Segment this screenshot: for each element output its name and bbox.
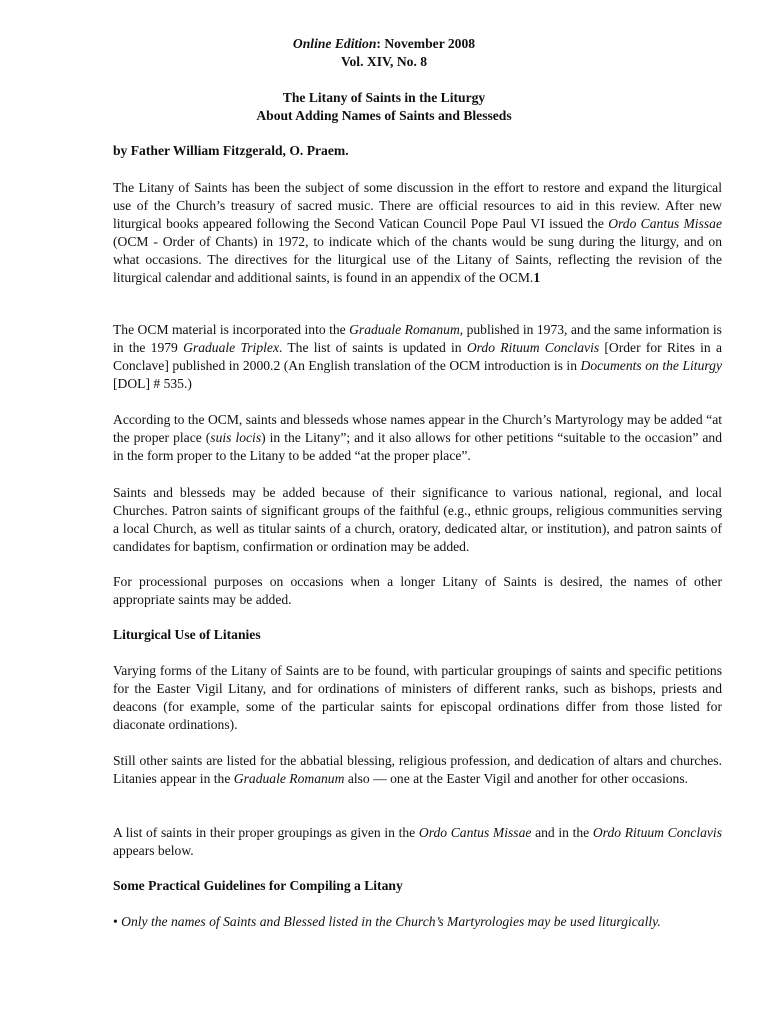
p1-ordo-cantus-missae: Ordo Cantus Missae [608,215,722,231]
p2-text-1: The OCM material is incorporated into the [113,322,350,337]
bullet-text: Only the names of Saints and Blessed listed in the Church’s Martyrologies may be used liturgically. [117,914,661,929]
p2-text-3: . The list of saints is updated in [278,339,467,355]
p8-text-3: appears below. [113,842,194,858]
p2-documents-on-liturgy: Documents on the Liturgy [580,357,722,373]
p7-graduale-romanum: Graduale Romanum [233,770,345,786]
p2-text-4: [Order for Rites in a Conclave] published in 2000.2 (An English translation of the OCM introduction is in [113,339,722,373]
p8-text-2: and in the [531,825,593,840]
edition-date: : November 2008 [376,36,476,51]
masthead-edition [0,35,768,53]
p1-text-1: The Litany of Saints has been the subject of some discussion in the effort to restore and expand the liturgical use of the Church’s treasury of sacred music. There are official resources to aid in this review. After new liturgical books appeared following the Second Vatican Council Pope Paul VI issued the [113,180,722,231]
p2-text-2: , published in 1973, and the same information is in the 1979 [113,322,722,355]
edition-label: Online Edition [292,36,377,51]
p2-ordo-rituum-conclavis: Ordo Rituum Conclavis [466,339,600,355]
paragraph-still-other-saints [113,752,722,788]
article-title-line-2: About Adding Names of Saints and Blesseds [256,108,512,123]
article-title-line-1: The Litany of Saints in the Liturgy [282,90,486,105]
p8-text-1: A list of saints in their proper groupings as given in the [113,825,419,840]
p2-graduale-romanum: Graduale Romanum [349,322,460,337]
p3-text-1: According to the OCM, saints and blesseds whose names appear in the Church’s Martyrology may be added “at the proper place ( [113,412,722,445]
p3-text-2: ) in the Litany”; and it also allows for other petitions “suitable to the occasion” and in the form proper to the Litany to be added “at the proper place”. [113,429,722,463]
p1-text-2: (OCM - Order of Chants) in 1972, to indicate which of the chants would be sung during the liturgy, and on what occasions. The directives for the liturgical use of the Litany of Saints, reflecting the revision of the liturgical calendar and additional saints, is found in an appendix of the OCM. [113,233,722,285]
paragraph-list-of-saints [113,824,722,860]
p2-text-5: [DOL] # 535.) [113,375,192,391]
footnote-ref-1: 1 [533,269,541,285]
p7-text-1: Still other saints are listed for the abbatial blessing, religious profession, and dedication of altars and churches. Litanies appear in the [113,753,722,786]
paragraph-saints-blesseds: Saints and blesseds may be added because of their significance to various national, regional, and local Churches. Patron saints of significant groups of the faithful (e.g., ethnic groups, religious communities serving a local Church, as well as titular saints of a church, oratory, dedicated altar, or institution), and patron saints of candidates for baptism, confirmation or ordination may be added. [113,485,722,554]
paragraph-according-ocm [113,411,722,465]
bullet-item-martyrologies [113,913,722,931]
bullet-icon: • [113,914,118,929]
p8-ordo-rituum-conclavis: Ordo Rituum Conclavis [592,825,722,840]
heading-liturgical-use: Liturgical Use of Litanies [113,627,261,642]
paragraph-ocm-material [113,321,722,393]
masthead-volume: Vol. XIV, No. 8 [340,54,428,69]
p3-suis-locis: suis locis [210,429,262,445]
heading-practical-guidelines: Some Practical Guidelines for Compiling a Litany [113,878,403,893]
paragraph-intro [113,179,722,286]
byline: by Father William Fitzgerald, O. Praem. [113,143,349,158]
p7-text-2: also — one at the Easter Vigil and another for other occasions. [344,770,689,786]
p2-graduale-triplex: Graduale Triplex [183,339,279,355]
paragraph-varying-forms: Varying forms of the Litany of Saints are to be found, with particular groupings of saints and specific petitions for the Easter Vigil Litany, and for ordinations of ministers of different ranks, such as bishops, priests and deacons (for example, some of the particular saints for episcopal ordinations differ from those listed for diaconate ordinations). [113,663,722,732]
paragraph-processional: For processional purposes on occasions when a longer Litany of Saints is desired, the names of other appropriate saints may be added. [113,574,722,607]
p8-ordo-cantus-missae: Ordo Cantus Missae [418,825,532,840]
